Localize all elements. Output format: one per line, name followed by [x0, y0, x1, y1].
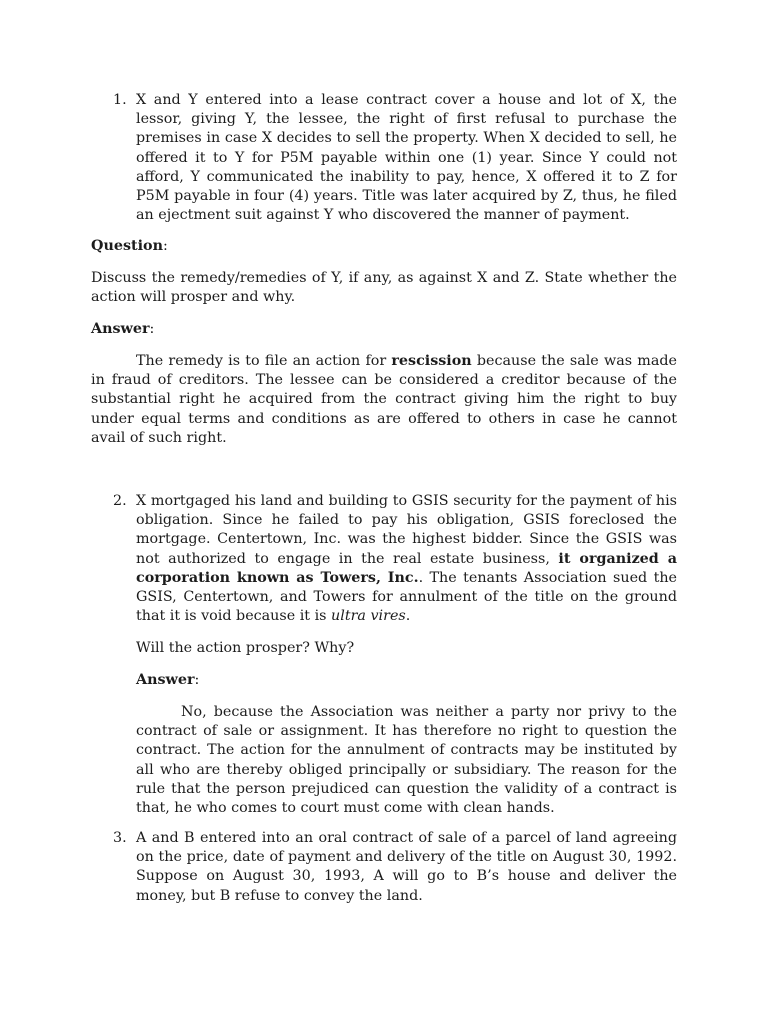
- question-heading: [91, 237, 677, 256]
- item-text-mid: . The tenants Association sued the GSIS, Centertown, and Towers for annulment of the title on the ground that it is void because it is: [136, 569, 677, 625]
- answer-emphasis: rescission: [391, 353, 472, 369]
- item-number: 3.: [113, 830, 127, 846]
- item-text-emphasis: it organized a corporation known as Towers, Inc.: [136, 550, 677, 586]
- list-item-1: [91, 91, 677, 225]
- item-text-end: .: [405, 608, 411, 625]
- answer-heading: [91, 320, 677, 339]
- question-colon: :: [162, 238, 168, 254]
- list-item-3: [91, 829, 677, 906]
- question-text: Discuss the remedy/remedies of Y, if any, as against X and Z. State whether the action will prosper and why.: [91, 270, 677, 306]
- answer-label: Answer: [91, 321, 150, 337]
- answer-colon: :: [149, 321, 155, 337]
- question-text: Will the action prosper? Why?: [136, 640, 355, 656]
- item-text-italic: ultra vires: [331, 608, 406, 625]
- item-text: X and Y entered into a lease contract cover a house and lot of X, the lessor, giving Y, the lessee, the right of first refusal to purchase the premises in case X decides to sell the property. When X decided to sell, he offered it to Y for P5M payable within one (1) year. Since Y could not afford, Y communicated the inability to pay, hence, X offered it to Z for P5M payable in four (4) years. Title was later acquired by Z, thus, he filed an ejectment suit against Y who discovered the manner of payment.: [136, 92, 677, 224]
- question-label: Question: [91, 238, 163, 254]
- answer-text-post: because the sale was made in fraud of creditors. The lessee can be considered a creditor because of the substantial right he acquired from the contract giving him the right to buy under equal terms and conditions as are offered to others in case he cannot avail of such right.: [91, 353, 677, 446]
- item-number: 1.: [113, 92, 127, 108]
- answer-text: No, because the Association was neither a party nor privy to the contract of sale or assignment. It has therefore no right to question the contract. The action for the annulment of contracts may be instituted by all who are thereby obliged principally or subsidiary. The reason for the rule that the person prejudiced can question the validity of a contract is that, he who comes to court must come with clean hands.: [136, 704, 677, 817]
- item-text: [136, 492, 677, 626]
- answer-colon: :: [194, 672, 200, 688]
- answer-label: Answer: [136, 672, 195, 688]
- answer-heading: [136, 671, 677, 690]
- answer-text: [91, 352, 677, 448]
- item-text-pre: X mortgaged his land and building to GSIS security for the payment of his obligation. Since he failed to pay his obligation, GSIS foreclosed the mortgage. Centertown, Inc. was the highest bidder. Since the GSIS was not authorized to engage in the real estate business,: [136, 493, 677, 567]
- item-text: A and B entered into an oral contract of sale of a parcel of land agreeing on the price, date of payment and delivery of the title on August 30, 1992. Suppose on August 30, 1993, A will go to B’s house and deliver the money, but B refuse to convey the land.: [136, 830, 677, 904]
- answer-text-pre: The remedy is to file an action for: [136, 353, 392, 369]
- list-item-2: [91, 492, 677, 626]
- item-number: 2.: [113, 493, 127, 509]
